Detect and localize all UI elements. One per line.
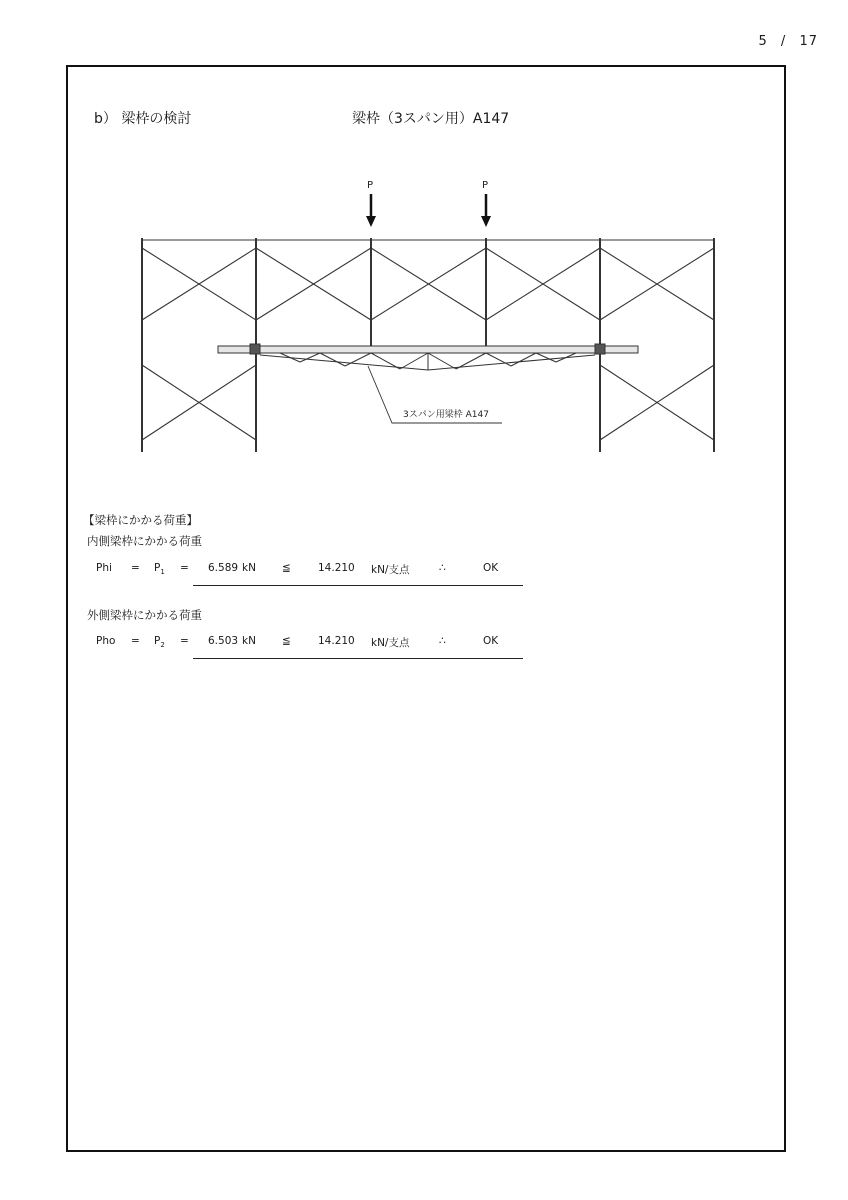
callout-label: 3スパン用梁枠 A147	[403, 410, 489, 420]
load-arrow-left	[366, 180, 376, 227]
limit-unit: kN/支点	[371, 564, 410, 576]
page-total: 17	[799, 34, 818, 49]
equals: =	[131, 562, 140, 574]
beam-truss	[218, 344, 638, 370]
limit-unit: kN/支点	[371, 637, 410, 649]
symbol: Phi	[96, 562, 112, 574]
limit-value: 14.210	[318, 562, 355, 574]
load-value: 6.503	[208, 635, 239, 647]
page-number	[759, 34, 819, 49]
relation-symbol: ≦	[282, 562, 291, 574]
loads-title: 【梁枠にかかる荷重】	[83, 513, 198, 527]
group-label-inner: 内側梁枠にかかる荷重	[87, 534, 202, 548]
callout-leader	[368, 366, 502, 423]
therefore-symbol: ∴	[439, 635, 446, 647]
equals: =	[180, 562, 189, 574]
p-symbol: $P_2$	[154, 635, 165, 650]
load-unit: kN	[242, 635, 256, 647]
equals: =	[131, 635, 140, 647]
section-subtitle: 梁枠（3スパン用）A147	[352, 111, 510, 127]
load-value: 6.589	[208, 562, 239, 574]
section-heading: b） 梁枠の検討	[94, 111, 192, 127]
scaffold-beam-diagram	[130, 170, 730, 460]
therefore-symbol: ∴	[439, 562, 446, 574]
page-separator: /	[780, 34, 787, 49]
underline-rule	[193, 585, 523, 586]
load-label-right: P	[482, 180, 489, 191]
page-current: 5	[758, 34, 768, 49]
limit-value: 14.210	[318, 635, 355, 647]
load-label-left: P	[367, 180, 374, 191]
result-ok: OK	[483, 635, 499, 647]
group-label-outer: 外側梁枠にかかる荷重	[87, 608, 202, 622]
equals: =	[180, 635, 189, 647]
symbol: Pho	[96, 635, 116, 647]
result-ok: OK	[483, 562, 499, 574]
underline-rule	[193, 658, 523, 659]
p-symbol: $P_1$	[154, 562, 165, 577]
load-unit: kN	[242, 562, 256, 574]
relation-symbol: ≦	[282, 635, 291, 647]
load-arrow-right	[481, 180, 491, 227]
